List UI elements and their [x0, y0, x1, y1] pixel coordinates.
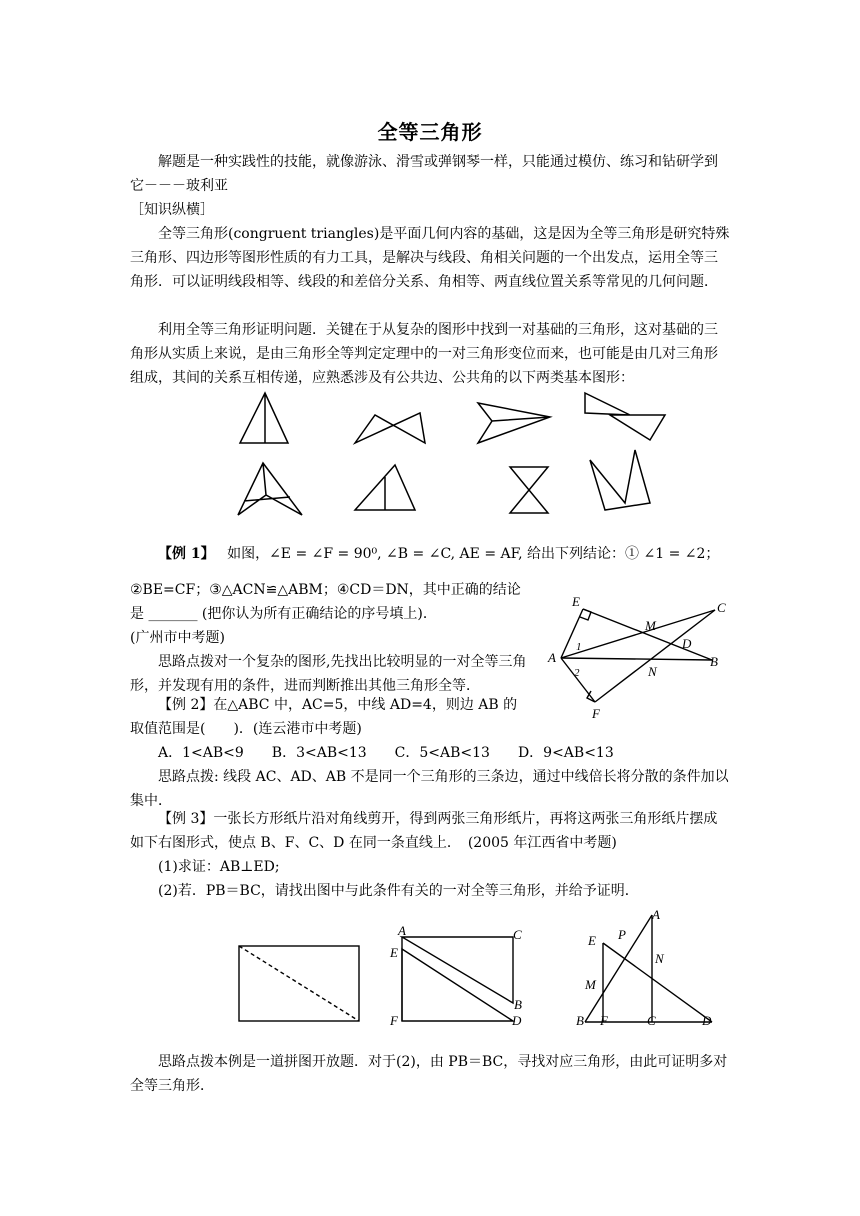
fig4-label-M: M [585, 977, 596, 992]
basic-figure-5 [238, 463, 302, 515]
fig4-label-D: D [702, 1013, 712, 1028]
example-1-statement: 如图，∠E = ∠F = 90⁰, ∠B = ∠C, AE = AF, 给出下列结论：① ∠1 = ∠2； [227, 546, 720, 562]
fig4-label-P: P [618, 927, 626, 942]
fig3-label-A: A [398, 923, 406, 938]
fig3-label-C: C [513, 927, 522, 942]
basic-figure-3 [478, 403, 550, 443]
fig1-label-N: N [648, 664, 657, 679]
example-3-figures [230, 905, 730, 1035]
fig1-label-D: D [682, 636, 692, 651]
fig3-label-F: F [390, 1013, 398, 1028]
fig3-label-D: D [512, 1013, 522, 1028]
method-paragraph: 利用全等三角形证明问题．关键在于从复杂的图形中找到一对基础的三角形，这对基础的三角形从实质上来说，是由三角形全等判定定理中的一对三角形变位而来，也可能是由几对三角形组成，其间的关系互相传递，应熟悉涉及有公共边、公共角的以下两类基本图形： [130, 322, 718, 386]
fig1-angle-1: 1 [576, 641, 582, 653]
basic-figures [230, 385, 670, 523]
basic-figure-1 [240, 393, 288, 443]
fig4-label-F: F [600, 1013, 608, 1028]
example-1-label: 【例 1】 [158, 546, 215, 562]
example-3-hint: 思路点拨本例是一道拼图开放题．对于(2)，由 PB＝BC，寻找对应三角形，由此可证明多对全等三角形． [130, 1054, 728, 1094]
fig1-label-C: C [717, 600, 726, 615]
basic-figure-2 [355, 413, 425, 443]
example-1-line1 [130, 542, 730, 566]
section-heading: ［知识纵横］ [130, 202, 214, 218]
fig1-label-F: F [592, 706, 600, 721]
example-3-statement: 【例 3】一张长方形纸片沿对角线剪开，得到两张三角形纸片，再将这两张三角形纸片摆成如下右图形式，使点 B、F、C、D 在同一条直线上． (2005 年江西省中考题) [130, 811, 718, 851]
fig4-label-A: A [652, 907, 660, 922]
fig1-label-B: B [710, 654, 718, 669]
fig1-label-E: E [572, 594, 580, 609]
basic-figure-6 [355, 465, 415, 510]
fig1-label-A: A [548, 650, 556, 665]
example-3-question-2: (2)若．PB＝BC，请找出图中与此条件有关的一对全等三角形，并给予证明． [158, 883, 639, 899]
page-title: 全等三角形 [377, 120, 483, 144]
triangle-paper-2 [402, 949, 513, 1021]
triangle-paper-1 [402, 937, 513, 1003]
fig3-label-E: E [390, 945, 398, 960]
example-2-options: A．1<AB<9 B．3<AB<13 C．5<AB<13 D．9<AB<13 [158, 745, 614, 761]
basic-figure-4 [585, 393, 665, 440]
opening-quote: 解题是一种实践性的技能，就像游泳、滑雪或弹钢琴一样，只能通过模仿、练习和钻研学到它－－－玻利亚 [130, 154, 718, 194]
fig4-label-N: N [655, 951, 664, 966]
example-1-body: ②BE=CF；③△ACN≌△ABM；④CD＝DN，其中正确的结论是 _______ (把你认为所有正确结论的序号填上)． (广州市中考题) [130, 582, 521, 646]
example-1-hint: 思路点拨对一个复杂的图形,先找出比较明显的一对全等三角形，并发现有用的条件，进而判断推出其他三角形全等． [130, 654, 527, 694]
example-3-question-1: (1)求证：AB⊥ED; [158, 859, 280, 875]
cut-diagonal [239, 946, 359, 1021]
fig4-label-C: C [647, 1013, 656, 1028]
fig1-label-M: M [645, 618, 656, 633]
example-2-statement: 【例 2】在△ABC 中，AC=5，中线 AD=4，则边 AB 的取值范围是( )．(连云港市中考题) [130, 697, 518, 737]
basic-figure-7 [510, 467, 548, 513]
fig4-label-E: E [588, 933, 596, 948]
basic-figure-8 [590, 450, 650, 510]
fig3-label-B: B [514, 997, 522, 1012]
fig4-label-B: B [576, 1013, 584, 1028]
fig1-angle-2: 2 [574, 667, 580, 679]
example-2-hint: 思路点拨: 线段 AC、AD、AB 不是同一个三角形的三条边，通过中线倍长将分散的条件加以集中． [130, 769, 729, 809]
intro-paragraph: 全等三角形(congruent triangles)是平面几何内容的基础，这是因为全等三角形是研究特殊三角形、四边形等图形性质的有力工具，是解决与线段、角相关问题的一个出发点，运用全等三角形．可以证明线段相等、线段的和差倍分关系、角相等、两直线位置关系等常见的几何问题． [130, 226, 730, 290]
example-1-figure [540, 590, 730, 730]
